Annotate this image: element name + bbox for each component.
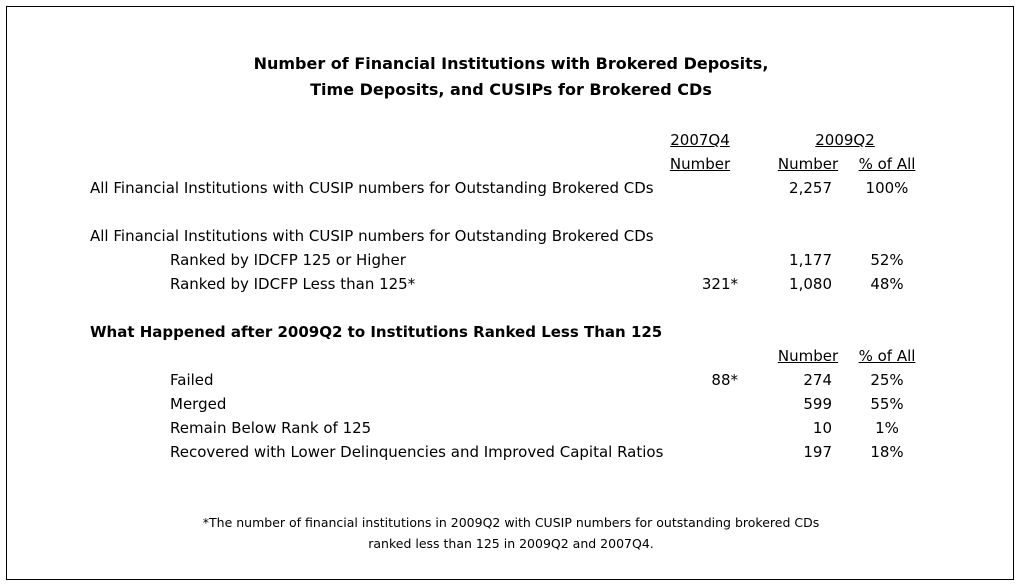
header-2009q2: 2009Q2 xyxy=(815,131,875,149)
section1-number-2009q2: 2,257 xyxy=(789,179,832,197)
header-2009q2-pct: % of All xyxy=(858,155,916,173)
section3-row-number: 10 xyxy=(812,419,832,437)
section3-row-label: Merged xyxy=(170,395,227,413)
footnote-line1: *The number of financial institutions in 2009Q2 with CUSIP numbers for outstanding brokered CDs xyxy=(202,515,820,530)
section3-header-number: Number xyxy=(777,347,839,365)
section2-label: All Financial Institutions with CUSIP numbers for Outstanding Brokered CDs xyxy=(90,227,654,245)
section3-row-pct: 25% xyxy=(870,371,904,389)
header-2009q2-number: Number xyxy=(777,155,839,173)
section3-row-pct: 55% xyxy=(870,395,904,413)
page-title-line2: Time Deposits, and CUSIPs for Brokered CDs xyxy=(310,80,712,99)
section2-row-label: Ranked by IDCFP 125 or Higher xyxy=(170,251,406,269)
section1-label: All Financial Institutions with CUSIP numbers for Outstanding Brokered CDs xyxy=(90,179,654,197)
section3-row-number: 197 xyxy=(803,443,832,461)
footnote-line2: ranked less than 125 in 2009Q2 and 2007Q4. xyxy=(368,536,654,551)
header-2007q4-number: Number xyxy=(669,155,731,173)
section3-row-pct: 18% xyxy=(870,443,904,461)
section3-row-2007q4: 88* xyxy=(711,371,738,389)
section2-row-2009q2: 1,080 xyxy=(789,275,832,293)
section1-pct: 100% xyxy=(865,179,909,197)
section3-header-pct: % of All xyxy=(858,347,916,365)
section3-row-number: 274 xyxy=(803,371,832,389)
section3-heading: What Happened after 2009Q2 to Institutions Ranked Less Than 125 xyxy=(90,323,663,341)
section3-row-number: 599 xyxy=(803,395,832,413)
section2-row-pct: 52% xyxy=(870,251,904,269)
section3-row-label: Recovered with Lower Delinquencies and Improved Capital Ratios xyxy=(170,443,664,461)
section2-row-label: Ranked by IDCFP Less than 125* xyxy=(170,275,416,293)
header-2007q4: 2007Q4 xyxy=(670,131,730,149)
section3-row-label: Failed xyxy=(170,371,214,389)
section2-row-2007q4: 321* xyxy=(701,275,738,293)
page-title-line1: Number of Financial Institutions with Brokered Deposits, xyxy=(253,54,769,73)
section2-row-pct: 48% xyxy=(870,275,904,293)
section3-row-label: Remain Below Rank of 125 xyxy=(170,419,372,437)
section2-row-2009q2: 1,177 xyxy=(789,251,832,269)
section3-row-pct: 1% xyxy=(875,419,899,437)
